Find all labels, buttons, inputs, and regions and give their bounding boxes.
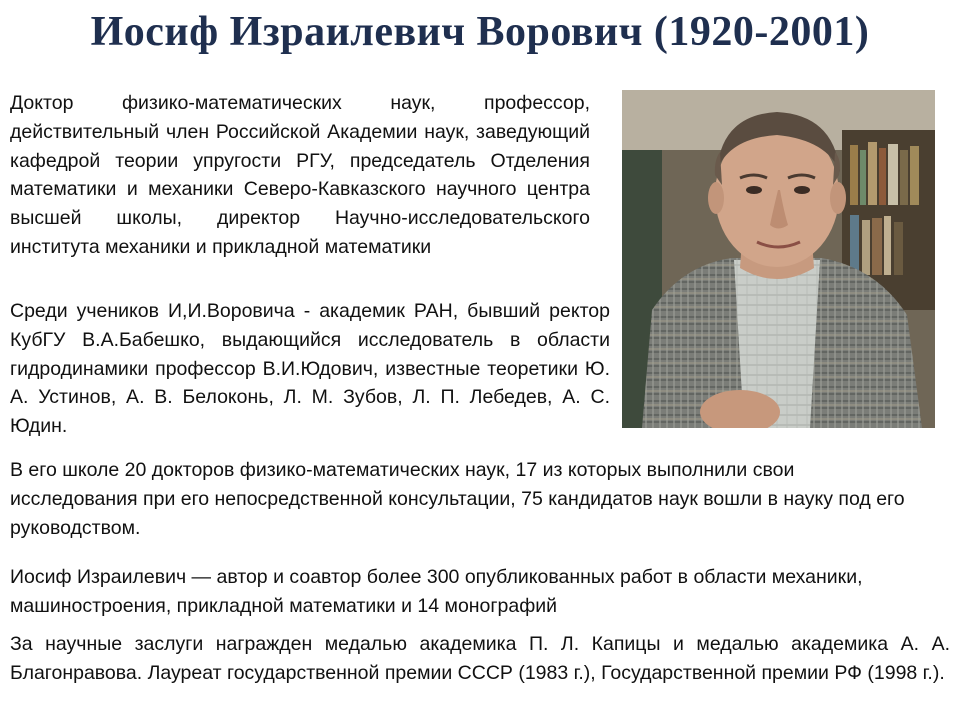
paragraph-publications: Иосиф Израилевич — автор и соавтор более 300 опубликованных работ в области механики, машиностроения, прикладной математики и 14 монографий bbox=[10, 566, 863, 617]
portrait-photo bbox=[622, 90, 935, 428]
paragraph-biography: Доктор физико-математических наук, профессор, действительный член Российской Академии наук, заведующий кафедрой теории упругости РГУ, председатель Отделения математики и механики Северо-Кавказского научного центра высшей школы, директор Научно-исследовательского института механики и прикладной математики bbox=[10, 92, 590, 258]
paragraph-school: В его школе 20 докторов физико-математических наук, 17 из которых выполнили свои исследования при его непосредственной консультации, 75 кандидатов наук вошли в науку под его руководством. bbox=[10, 459, 905, 539]
paragraph-students: Среди учеников И,И.Воровича - академик РАН, бывший ректор КубГУ В.А.Бабешко, выдающийся исследователь в области гидродинамики профессор В.И.Юдович, известные теоретики Ю. А. Устинов, А. В. Белоконь, Л. М. Зубов, Л. П. Лебедев, А. С. Юдин. bbox=[10, 300, 610, 438]
page-title: Иосиф Израилевич Ворович (1920-2001) bbox=[90, 9, 870, 55]
paragraph-awards: За научные заслуги награжден медалью академика П. Л. Капицы и медалью академика А. А. Благонравова. Лауреат государственной премии СССР (1983 г.), Государственной премии РФ (1998 г.). bbox=[10, 633, 950, 684]
